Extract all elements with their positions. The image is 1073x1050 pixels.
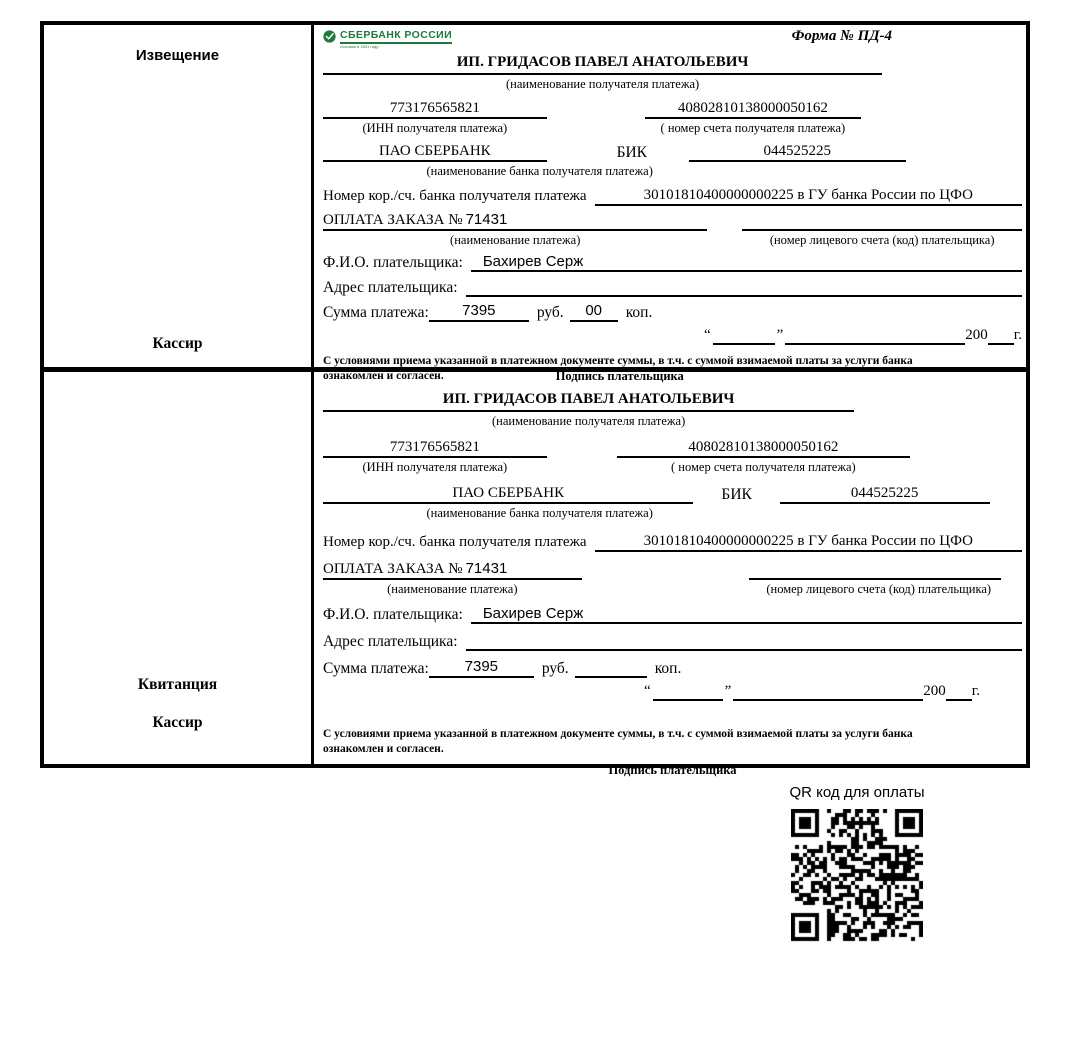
date-month-field [733, 699, 923, 701]
payee-name: ИП. ГРИДАСОВ ПАВЕЛ АНАТОЛЬЕВИЧ [323, 389, 854, 412]
bank-name-caption: (наименование банка получателя платежа) [426, 164, 653, 178]
qr-code [791, 809, 923, 945]
payment-name-label: ОПЛАТА ЗАКАЗА № [323, 561, 463, 577]
sum-label: Сумма платежа: [323, 304, 429, 321]
notice-content [314, 25, 1026, 383]
sum-label: Сумма платежа: [323, 660, 429, 677]
payer-name-value: Бахирев Серж [471, 253, 1022, 272]
payer-address-label: Адрес плательщика: [323, 279, 458, 296]
date-quote-close: ” [724, 683, 732, 699]
receipt-side-title: Квитанция [137, 676, 218, 693]
sberbank-logo-icon [323, 30, 336, 43]
year-prefix: 200 [965, 327, 988, 343]
year-suffix: г. [971, 683, 980, 699]
order-number-value: 71431 [465, 211, 508, 228]
payer-signature-label: Подпись плательщика [608, 763, 737, 777]
year-prefix: 200 [923, 683, 946, 699]
sum-rub-value: 7395 [429, 658, 534, 678]
bik-label: БИК [616, 144, 647, 161]
sberbank-logo [323, 28, 452, 49]
date-day-field [653, 699, 723, 701]
payee-account-value: 40802810138000050162 [645, 99, 862, 119]
sum-rub-value: 7395 [429, 302, 529, 322]
payee-name-caption: (наименование получателя платежа) [505, 77, 700, 91]
notice-section [44, 25, 1026, 383]
sberbank-logo-tagline: Основан в 1841 году [340, 44, 379, 49]
bank-name-caption: (наименование банка получателя платежа) [426, 506, 653, 520]
rub-label: руб. [536, 304, 564, 321]
payee-inn-value: 773176565821 [323, 99, 547, 119]
year-field [946, 699, 972, 701]
payee-account-value: 40802810138000050162 [617, 438, 911, 458]
personal-account-caption: (номер лицевого счета (код) плательщика) [766, 582, 992, 596]
payer-address-value [466, 649, 1022, 651]
sum-kop-value: 00 [570, 302, 618, 322]
notice-left-column [44, 25, 314, 367]
receipt-section [44, 372, 1026, 777]
date-quote-open: “ [703, 327, 711, 343]
corr-account-label: Номер кор./сч. банка получателя платежа [323, 534, 587, 550]
payment-name-label: ОПЛАТА ЗАКАЗА № [323, 212, 463, 228]
personal-account-field [749, 578, 1001, 580]
kop-label: коп. [625, 304, 653, 321]
personal-account-field [742, 229, 1022, 231]
payment-name-caption: (наименование платежа) [450, 233, 581, 247]
receipt-content [314, 372, 1026, 777]
date-month-field [785, 343, 965, 345]
inn-caption: (ИНН получателя платежа) [362, 121, 508, 135]
sberbank-logo-text: СБЕРБАНК РОССИИ [340, 30, 452, 44]
bik-label: БИК [721, 486, 752, 503]
notice-cashier-label: Кассир [152, 335, 203, 352]
payee-inn-value: 773176565821 [323, 438, 547, 458]
corr-account-label: Номер кор./сч. банка получателя платежа [323, 188, 587, 204]
inn-caption: (ИНН получателя платежа) [362, 460, 508, 474]
payer-name-label: Ф.И.О. плательщика: [323, 606, 463, 623]
year-field [988, 343, 1014, 345]
bik-value: 044525225 [780, 484, 990, 504]
year-suffix: г. [1013, 327, 1022, 343]
date-quote-close: ” [776, 327, 784, 343]
qr-payment-block [747, 783, 967, 945]
bik-value: 044525225 [689, 142, 906, 162]
payment-name-caption: (наименование платежа) [387, 582, 518, 596]
corr-account-value: 30101810400000000225 в ГУ банка России по ЦФО [595, 532, 1022, 552]
form-number-label: Форма № ПД-4 [791, 28, 892, 44]
payer-name-label: Ф.И.О. плательщика: [323, 254, 463, 271]
bank-name-value: ПАО СБЕРБАНК [323, 484, 693, 504]
payee-name: ИП. ГРИДАСОВ ПАВЕЛ АНАТОЛЬЕВИЧ [323, 52, 882, 75]
account-caption: ( номер счета получателя платежа) [660, 121, 846, 135]
agreement-text-line2: ознакомлен и согласен. [323, 743, 444, 755]
payer-address-value [466, 295, 1022, 297]
corr-account-value: 30101810400000000225 в ГУ банка России по ЦФО [595, 186, 1022, 206]
notice-side-title: Извещение [135, 47, 220, 64]
bank-name-value: ПАО СБЕРБАНК [323, 142, 547, 162]
receipt-left-column [44, 372, 314, 764]
sum-kop-value [575, 676, 647, 678]
personal-account-caption: (номер лицевого счета (код) плательщика) [769, 233, 995, 247]
payment-form-pd4 [40, 21, 1030, 777]
order-number-value: 71431 [465, 560, 508, 577]
payer-address-label: Адрес плательщика: [323, 633, 458, 650]
qr-label: QR код для оплаты [789, 784, 925, 801]
agreement-text-line1: С условиями приема указанной в платежном документе суммы, в т.ч. с суммой взимаемой платы за услуги банка [323, 728, 913, 740]
payer-name-value: Бахирев Серж [471, 605, 1022, 624]
account-caption: ( номер счета получателя платежа) [671, 460, 856, 474]
date-day-field [713, 343, 775, 345]
payer-signature-label: Подпись плательщика [555, 369, 684, 383]
agreement-text-line2: ознакомлен и согласен. [323, 370, 444, 382]
receipt-cashier-label: Кассир [152, 714, 203, 731]
agreement-text-line1: С условиями приема указанной в платежном документе суммы, в т.ч. с суммой взимаемой платы за услуги банка [323, 355, 913, 367]
kop-label: коп. [654, 660, 682, 677]
payee-name-caption: (наименование получателя платежа) [492, 414, 686, 428]
rub-label: руб. [541, 660, 569, 677]
date-quote-open: “ [643, 683, 651, 699]
